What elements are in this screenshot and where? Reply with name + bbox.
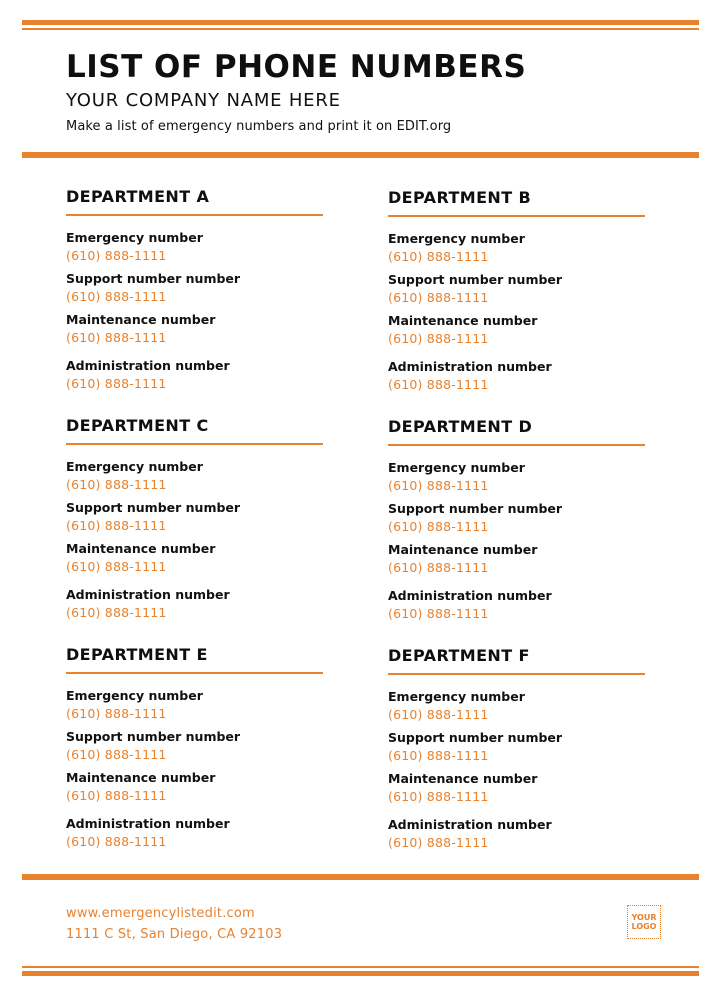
- top-accent-rule-thin: [22, 28, 699, 30]
- department-divider: [388, 215, 645, 217]
- header-divider: [22, 152, 699, 158]
- logo-placeholder: [627, 905, 661, 939]
- phone-entry: [388, 230, 646, 271]
- phone-number: (610) 888-1111: [66, 833, 167, 849]
- department-f: [388, 646, 646, 857]
- phone-entry: [66, 769, 324, 810]
- top-accent-rule: [22, 20, 699, 25]
- phone-entry: [388, 688, 646, 729]
- phone-entry: [66, 458, 324, 499]
- department-a: [66, 187, 324, 398]
- department-title: DEPARTMENT D: [388, 417, 533, 436]
- entry-label: Administration number: [388, 816, 552, 832]
- department-divider: [388, 673, 645, 675]
- entry-label: Emergency number: [388, 459, 525, 475]
- phone-entry: [66, 270, 324, 311]
- logo-text-line: LOGO: [631, 922, 657, 931]
- phone-entry: [66, 357, 324, 398]
- entry-label: Maintenance number: [66, 311, 216, 327]
- phone-entry: [66, 540, 324, 581]
- page-title: LIST OF PHONE NUMBERS: [66, 49, 527, 85]
- department-d: [388, 417, 646, 628]
- entry-label: Emergency number: [388, 688, 525, 704]
- phone-entry: [66, 586, 324, 627]
- entry-label: Emergency number: [388, 230, 525, 246]
- phone-number: (610) 888-1111: [388, 559, 489, 575]
- phone-entry: [388, 358, 646, 399]
- phone-number: (610) 888-1111: [66, 476, 167, 492]
- phone-number: (610) 888-1111: [388, 605, 489, 621]
- entry-label: Administration number: [66, 357, 230, 373]
- phone-number: (610) 888-1111: [388, 706, 489, 722]
- phone-entry: [388, 541, 646, 582]
- footer-website: www.emergencylistedit.com: [66, 906, 255, 921]
- department-b: [388, 188, 646, 399]
- phone-entry: [66, 229, 324, 270]
- phone-entry: [388, 312, 646, 353]
- entry-label: Administration number: [66, 815, 230, 831]
- phone-number: (610) 888-1111: [66, 604, 167, 620]
- phone-number: (610) 888-1111: [66, 329, 167, 345]
- phone-entry: [388, 587, 646, 628]
- phone-entry: [388, 500, 646, 541]
- entry-label: Emergency number: [66, 458, 203, 474]
- phone-number: (610) 888-1111: [66, 705, 167, 721]
- phone-number: (610) 888-1111: [388, 477, 489, 493]
- entry-label: Administration number: [388, 358, 552, 374]
- phone-number: (610) 888-1111: [388, 330, 489, 346]
- entry-label: Maintenance number: [388, 770, 538, 786]
- bottom-accent-rule-thin: [22, 966, 699, 968]
- phone-number: (610) 888-1111: [66, 517, 167, 533]
- entry-label: Administration number: [66, 586, 230, 602]
- phone-number: (610) 888-1111: [388, 376, 489, 392]
- entry-label: Support number number: [66, 270, 241, 286]
- phone-entry: [388, 271, 646, 312]
- department-title: DEPARTMENT E: [66, 645, 208, 664]
- entry-label: Support number number: [388, 271, 563, 287]
- phone-entry: [388, 816, 646, 857]
- department-divider: [388, 444, 645, 446]
- entry-label: Emergency number: [66, 687, 203, 703]
- company-name: YOUR COMPANY NAME HERE: [66, 90, 341, 111]
- department-title: DEPARTMENT B: [388, 188, 532, 207]
- phone-number: (610) 888-1111: [388, 518, 489, 534]
- logo-text-line: YOUR: [631, 913, 657, 922]
- entry-label: Administration number: [388, 587, 552, 603]
- department-e: [66, 645, 324, 856]
- phone-number: (610) 888-1111: [388, 747, 489, 763]
- phone-entry: [388, 770, 646, 811]
- entry-label: Maintenance number: [66, 540, 216, 556]
- entry-label: Support number number: [66, 499, 241, 515]
- phone-number: (610) 888-1111: [66, 746, 167, 762]
- phone-entry: [66, 311, 324, 352]
- phone-number: (610) 888-1111: [388, 289, 489, 305]
- entry-label: Support number number: [388, 500, 563, 516]
- department-title: DEPARTMENT A: [66, 187, 210, 206]
- bottom-accent-rule: [22, 971, 699, 976]
- department-divider: [66, 443, 323, 445]
- phone-entry: [388, 459, 646, 500]
- department-divider: [66, 214, 323, 216]
- footer-divider: [22, 874, 699, 880]
- phone-entry: [66, 687, 324, 728]
- entry-label: Maintenance number: [388, 541, 538, 557]
- phone-number: (610) 888-1111: [388, 788, 489, 804]
- entry-label: Maintenance number: [388, 312, 538, 328]
- department-title: DEPARTMENT F: [388, 646, 530, 665]
- footer-address: 1111 C St, San Diego, CA 92103: [66, 927, 283, 942]
- phone-number: (610) 888-1111: [388, 834, 489, 850]
- entry-label: Support number number: [66, 728, 241, 744]
- phone-entry: [66, 499, 324, 540]
- phone-number: (610) 888-1111: [66, 558, 167, 574]
- phone-number: (610) 888-1111: [66, 247, 167, 263]
- phone-entry: [388, 729, 646, 770]
- phone-number: (610) 888-1111: [66, 375, 167, 391]
- department-c: [66, 416, 324, 627]
- phone-entry: [66, 728, 324, 769]
- department-divider: [66, 672, 323, 674]
- entry-label: Emergency number: [66, 229, 203, 245]
- phone-number: (610) 888-1111: [66, 288, 167, 304]
- phone-number: (610) 888-1111: [66, 787, 167, 803]
- entry-label: Maintenance number: [66, 769, 216, 785]
- page-subtitle: Make a list of emergency numbers and print it on EDIT.org: [66, 119, 452, 134]
- phone-entry: [66, 815, 324, 856]
- entry-label: Support number number: [388, 729, 563, 745]
- phone-number: (610) 888-1111: [388, 248, 489, 264]
- department-title: DEPARTMENT C: [66, 416, 209, 435]
